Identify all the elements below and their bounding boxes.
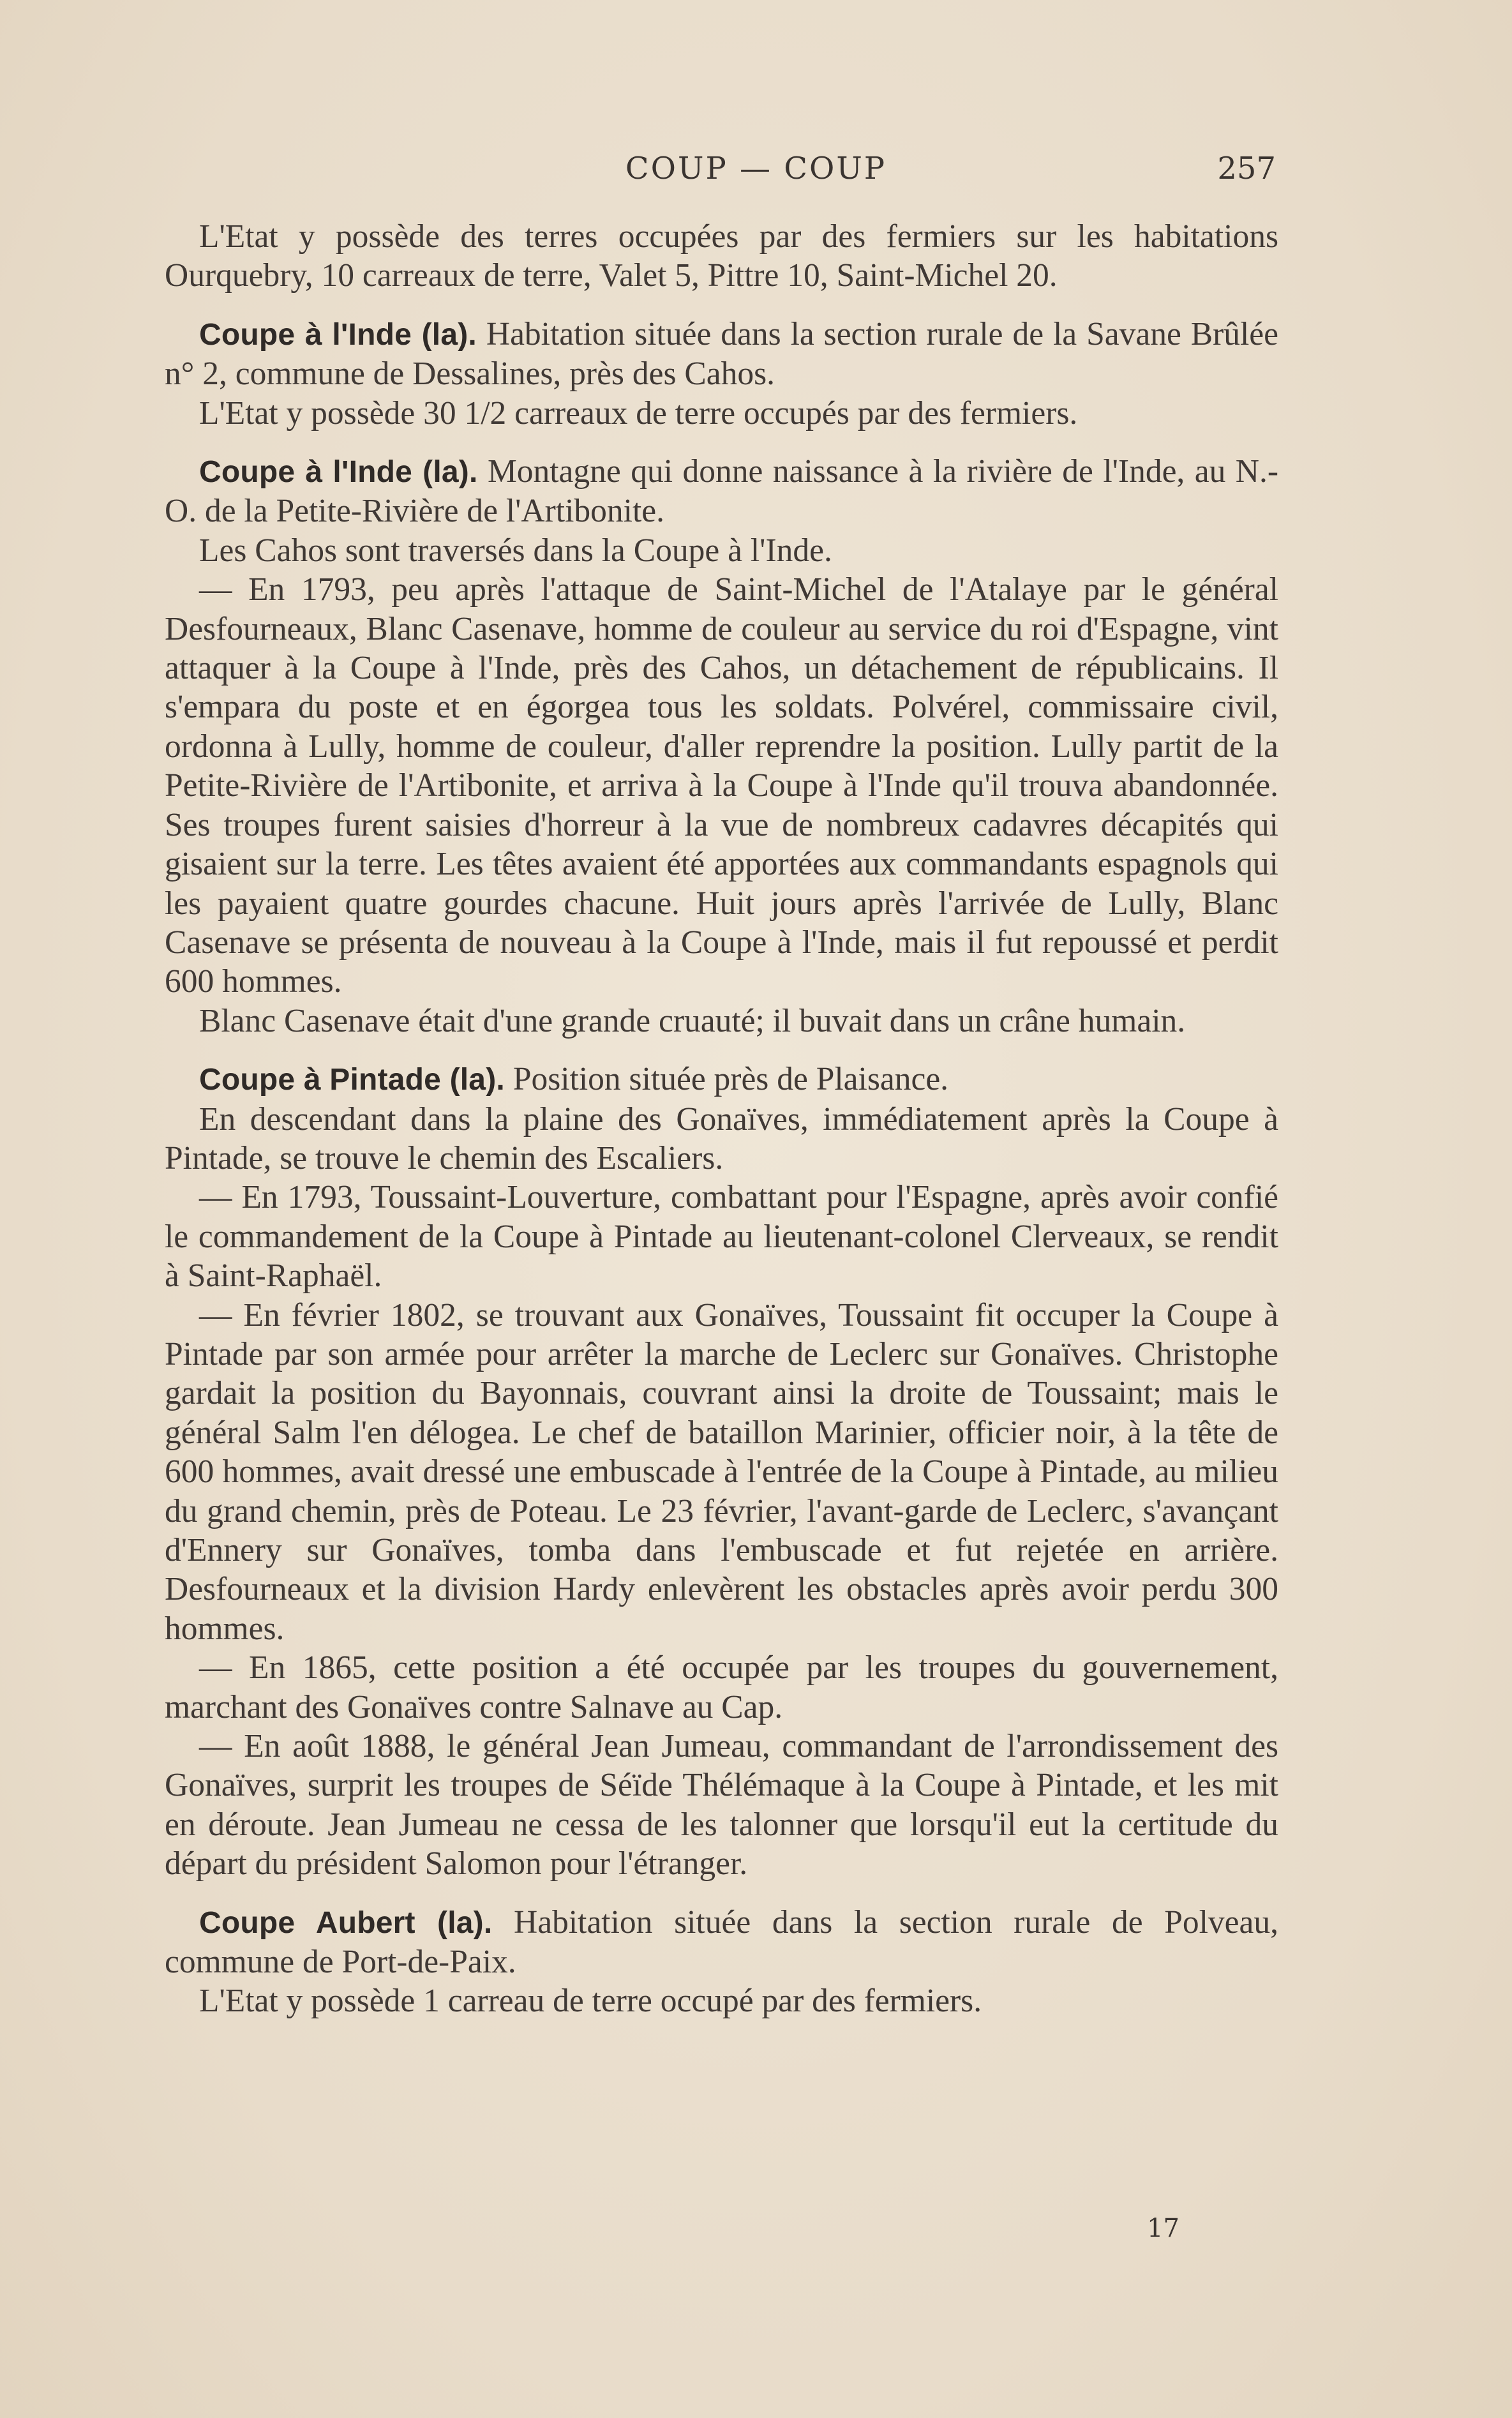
entry-text: Habitation située dans la section rurale de Polveau, commune de Port-de-Paix.: [165, 1904, 1279, 1981]
entry-term: Coupe à l'Inde (la).: [199, 455, 478, 490]
entry-paragraph: — En août 1888, le général Jean Jumeau, commandant de l'arrondissement des Gonaïves, surprit les troupes de Séïde Thélémaque à la Coupe à Pintade, et les mit en déroute. Jean Jumeau ne cessa de les talonner que lorsqu'il eut la certitude du départ du président Salomon pour l'étranger.: [165, 1728, 1278, 1882]
running-head: COUP — COUP: [625, 151, 887, 186]
intro-paragraph: L'Etat y possède des terres occupées par des fermiers sur les habitations Ourquebry, 10 carreaux de terre, Valet 5, Pittre 10, Saint-Michel 20.: [165, 218, 1278, 294]
entry-paragraph: Blanc Casenave était d'une grande cruauté; il buvait dans un crâne humain.: [199, 1002, 1186, 1039]
entry-first-paragraph: [165, 452, 1278, 531]
entry-term: Coupe Aubert (la).: [199, 1905, 493, 1940]
entry-coupe-aubert: [165, 1903, 1278, 2021]
entry-first-paragraph: [165, 315, 1278, 394]
entry-coupe-a-linde-habitation: [165, 315, 1278, 433]
entry-paragraph: — En 1793, peu après l'attaque de Saint-Michel de l'Atalaye par le général Desfourneaux, Blanc Casenave, homme de couleur au service du roi d'Espagne, vint attaquer à la Coupe à l'Inde, près des Cahos, un détachement de républicains. Il s'empara du poste et en égorgea tous les soldats. Polvérel, commissaire civil, ordonna à Lully, homme de couleur, d'aller reprendre la position. Lully partit de la Petite-Rivière de l'Artibonite, et arriva à la Coupe à l'Inde qu'il trouva abandonnée. Ses troupes furent saisies d'horreur à la vue de nombreux cadavres décapités qui gisaient sur la terre. Les têtes avaient été apportées aux commandants espagnols qui les payaient quatre gourdes chacune. Huit jours après l'arrivée de Lully, Blanc Casenave se présenta de nouveau à la Coupe à l'Inde, mais il fut repoussé et perdit 600 hommes.: [165, 571, 1278, 1000]
body-text: [165, 217, 1278, 2021]
entry-text: Habitation située dans la section rurale de la Savane Brûlée n° 2, commune de Dessalines, près des Cahos.: [165, 315, 1279, 393]
page-number: 257: [1217, 151, 1276, 186]
entry-first-paragraph: [165, 1903, 1278, 1982]
entry-paragraph: Les Cahos sont traversés dans la Coupe à l'Inde.: [199, 532, 832, 569]
entry-text: Montagne qui donne naissance à la rivière de l'Inde, au N.-O. de la Petite-Rivière de l'Artibonite.: [165, 453, 1279, 530]
signature-mark: 17: [1147, 2214, 1179, 2243]
entry-term: Coupe à l'Inde (la).: [199, 317, 477, 352]
page-header: [0, 151, 1512, 195]
entry-paragraph: — En 1793, Toussaint-Louverture, combattant pour l'Espagne, après avoir confié le commandement de la Coupe à Pintade au lieutenant-colonel Clerveaux, se rendit à Saint-Raphaël.: [165, 1179, 1278, 1295]
entry-paragraph: — En février 1802, se trouvant aux Gonaïves, Toussaint fit occuper la Coupe à Pintade par son armée pour arrêter la marche de Leclerc sur Gonaïves. Christophe gardait la position du Bayonnais, couvrant ainsi la droite de Toussaint; mais le général Salm l'en délogea. Le chef de bataillon Marinier, officier noir, à la tête de 600 hommes, avait dressé une embuscade à l'entrée de la Coupe à Pintade, au milieu du grand chemin, près de Poteau. Le 23 février, l'avant-garde de Leclerc, s'avançant d'Ennery sur Gonaïves, tomba dans l'embuscade et fut rejetée en arrière. Desfourneaux et la division Hardy enlevèrent les obstacles après avoir perdu 300 hommes.: [165, 1296, 1278, 1647]
entry-paragraph: — En 1865, cette position a été occupée par les troupes du gouvernement, marchant des Gonaïves contre Salnave au Cap.: [165, 1649, 1278, 1725]
entry-first-paragraph: [165, 1060, 1278, 1099]
entry-coupe-a-pintade: [165, 1060, 1278, 1884]
entry-paragraph: L'Etat y possède 1 carreau de terre occupé par des fermiers.: [199, 1983, 982, 2020]
entry-term: Coupe à Pintade (la).: [199, 1063, 505, 1097]
entry-paragraph: En descendant dans la plaine des Gonaïves, immédiatement après la Coupe à Pintade, se trouve le chemin des Escaliers.: [165, 1100, 1278, 1176]
entry-paragraph: L'Etat y possède 30 1/2 carreaux de terre occupés par des fermiers.: [199, 394, 1078, 432]
entry-text: Position située près de Plaisance.: [513, 1061, 949, 1098]
entry-coupe-a-linde-montagne: [165, 452, 1278, 1040]
